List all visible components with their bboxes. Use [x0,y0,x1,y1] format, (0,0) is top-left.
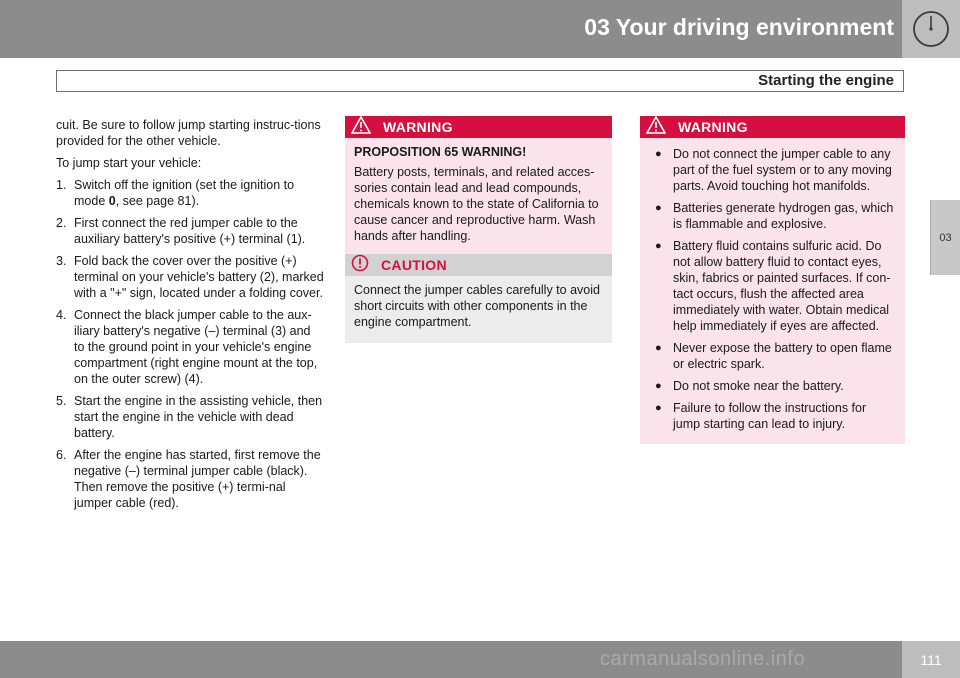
step-number: 1. [56,178,67,192]
chapter-tab-label: 03 [939,231,952,244]
list-item: ● Battery fluid contains sulfuric acid. Do not allow battery fluid to contact eyes, skin, fabrics or painted surfaces. If con-tact occurs, flush the affected area immediately with water. Obtain medical help immediately if eyes are affected. [655,239,891,333]
step-number: 5. [56,394,67,408]
warning-triangle-icon [351,116,371,138]
list-item [56,177,324,209]
step-number: 4. [56,308,67,322]
list-item: ● Do not smoke near the battery. [655,379,844,393]
caution-label: CAUTION [381,257,447,273]
chapter-tab[interactable] [930,200,960,275]
watermark: carmanualsonline.info [600,648,806,670]
step-text: Switch off the ignition (set the ignition to mode 0, see page 81). [74,178,295,208]
section-title-bar [56,70,904,92]
list-item [56,215,324,247]
chapter-title: 03 Your driving environment [584,14,894,40]
step-number: 6. [56,448,67,462]
list-item [56,393,324,441]
list-item: ● Never expose the battery to open flame or electric spark. [655,341,892,371]
list-item: ● Failure to follow the instructions for jump starting can lead to injury. [655,401,867,431]
list-item [56,307,324,387]
warning-list [649,146,896,432]
warning-heading: PROPOSITION 65 WARNING! [354,145,527,159]
step-number: 2. [56,216,67,230]
warning-header [640,116,905,138]
warning-header [345,116,612,138]
list-item: ● Do not connect the jumper cable to any part of the fuel system or to any moving parts. Avoid touching hot manifolds. [655,147,892,193]
list-item [56,253,324,301]
warning-label: WARNING [383,119,453,135]
step-text: Connect the black jumper cable to the aux-iliary battery's negative (–) terminal (3) and to the ground point in your vehicle's engine compartment (right engine mount at the top, on the outer screw) (4). [74,308,318,386]
warning-text: Battery posts, terminals, and related acces-sories contain lead and lead compounds, chemicals known to the state of California to cause cancer and reproductive harm. Wash hands after handling. [354,165,599,243]
page-number: 111 [902,641,960,678]
battery-warning [640,116,905,444]
steps-list [56,177,324,511]
proposition-65-warning [345,116,612,257]
list-item: ● Batteries generate hydrogen gas, which is flammable and explosive. [655,201,894,231]
caution-text: Connect the jumper cables carefully to avoid short circuits with other components in the engine compartment. [354,283,600,329]
caution-exclamation-icon [351,254,369,276]
warning-body [640,138,905,444]
step-text: After the engine has started, first remove the negative (–) terminal jumper cable (black). Then remove the positive (+) termi-nal jumper cable (red). [74,448,321,510]
warning-triangle-icon [646,116,666,138]
step-number: 3. [56,254,67,268]
instructions-column [56,117,324,517]
caution-box [345,254,612,343]
warning-body [345,138,612,257]
lead-text: To jump start your vehicle: [56,156,202,170]
footer-band [0,641,960,678]
step-text: Start the engine in the assisting vehicle, then start the engine in the vehicle with dead battery. [74,394,323,440]
warning-label: WARNING [678,119,748,135]
step-text: First connect the red jumper cable to the auxiliary battery's positive (+) terminal (1). [74,216,306,246]
speedometer-icon [902,0,960,58]
section-title: Starting the engine [758,72,894,89]
caution-header [345,254,612,276]
caution-body [345,276,612,343]
intro-text: cuit. Be sure to follow jump starting instruc-tions provided for the other vehicle. [56,118,321,148]
step-text: Fold back the cover over the positive (+) terminal on your vehicle's battery (2), marked with a "+" sign, located under a folding cover. [74,254,324,300]
list-item [56,447,324,511]
